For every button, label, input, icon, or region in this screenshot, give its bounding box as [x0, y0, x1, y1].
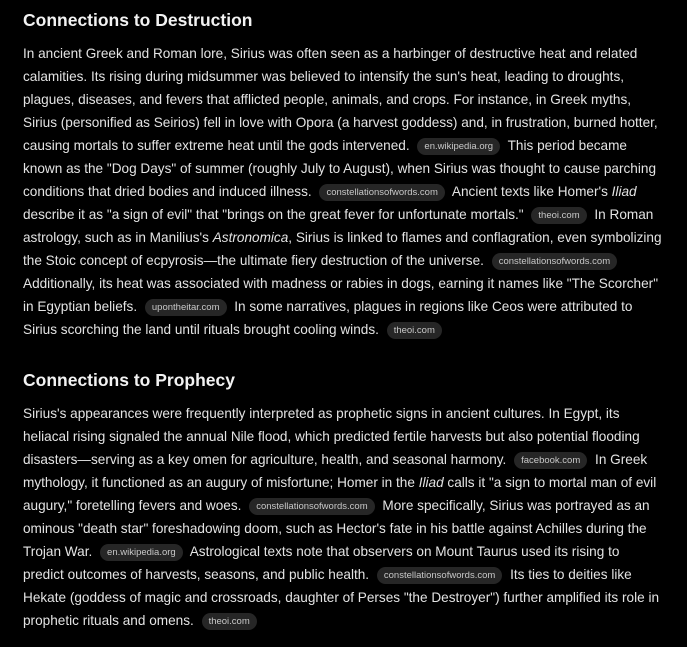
paragraph-text: In some narratives, plagues in regions like Ceos were attributed to Sirius scorching the land until rituals brought cooling winds.	[23, 299, 633, 337]
source-chip[interactable]: facebook.com	[514, 452, 587, 469]
italic-title: Iliad	[418, 475, 444, 490]
paragraph-text: In ancient Greek and Roman lore, Sirius was often seen as a harbinger of destructive heat and related calamities. Its rising during midsummer was believed to intensify the sun's heat, leading to droughts, plagues, diseases, and fevers that afflicted people, animals, and crops. For instance, in Greek myths, Sirius (personified as Seirios) fell in love with Opora (a harvest goddess) and, in frustration, burned hotter, causing mortals to suffer extreme heat until the gods intervened.	[23, 46, 658, 153]
source-chip[interactable]: constellationsofwords.com	[377, 567, 502, 584]
section-paragraph-destruction	[23, 42, 663, 341]
italic-title: Astronomica	[212, 230, 289, 245]
source-chip[interactable]: constellationsofwords.com	[319, 184, 444, 201]
source-chip[interactable]: theoi.com	[387, 322, 442, 339]
italic-title: Iliad	[611, 184, 637, 199]
source-chip[interactable]: en.wikipedia.org	[417, 138, 500, 155]
paragraph-text: In Greek mythology, it functioned as an augury of misfortune; Homer in the	[23, 452, 648, 490]
paragraph-text: Its ties to deities like Hekate (goddess of magic and crossroads, daughter of Perses "the Destroyer") further amplified its role in prophetic rituals and omens.	[23, 567, 660, 628]
section-paragraph-prophecy	[23, 402, 663, 632]
source-chip[interactable]: en.wikipedia.org	[100, 544, 183, 561]
paragraph-text: Sirius's appearances were frequently interpreted as prophetic signs in ancient cultures. In Egypt, its heliacal rising signaled the annual Nile flood, which predicted fertile harvests but also potential flooding disasters—serving as a key omen for agriculture, health, and seasonal harmony.	[23, 406, 640, 467]
section-heading-prophecy: Connections to Prophecy	[23, 370, 235, 390]
paragraph-text: Ancient texts like Homer's	[451, 184, 612, 199]
paragraph-text: More specifically, Sirius was portrayed as an ominous "death star" foreshadowing doom, such as Hector's fate in his battle against Achilles during the Trojan War.	[23, 498, 650, 559]
paragraph-text: In Roman astrology, such as in Manilius's	[23, 207, 654, 245]
paragraph-text: describe it as "a sign of evil" that "brings on the great fever for unfortunate mortals."	[23, 207, 524, 222]
paragraph-text: Astrological texts note that observers on Mount Taurus used its rising to predict outcomes of harvests, seasons, and public health.	[23, 544, 620, 582]
paragraph-text: Additionally, its heat was associated with madness or rabies in dogs, earning it names like "The Scorcher" in Egyptian beliefs.	[23, 276, 659, 314]
paragraph-text: calls it "a sign to mortal man of evil augury," foretelling fevers and woes.	[23, 475, 657, 513]
section-heading-destruction: Connections to Destruction	[23, 10, 253, 30]
source-chip[interactable]: theoi.com	[202, 613, 257, 630]
source-chip[interactable]: constellationsofwords.com	[492, 253, 617, 270]
paragraph-text: This period became known as the "Dog Days" of summer (roughly July to August), when Sirius was thought to cause parching conditions that dried bodies and induced illness.	[23, 138, 657, 199]
paragraph-text: , Sirius is linked to flames and conflagration, even symbolizing the Stoic concept of ecpyrosis—the ultimate fiery destruction of the universe.	[23, 230, 662, 268]
source-chip[interactable]: upontheitar.com	[145, 299, 227, 316]
source-chip[interactable]: theoi.com	[531, 207, 586, 224]
source-chip[interactable]: constellationsofwords.com	[249, 498, 374, 515]
